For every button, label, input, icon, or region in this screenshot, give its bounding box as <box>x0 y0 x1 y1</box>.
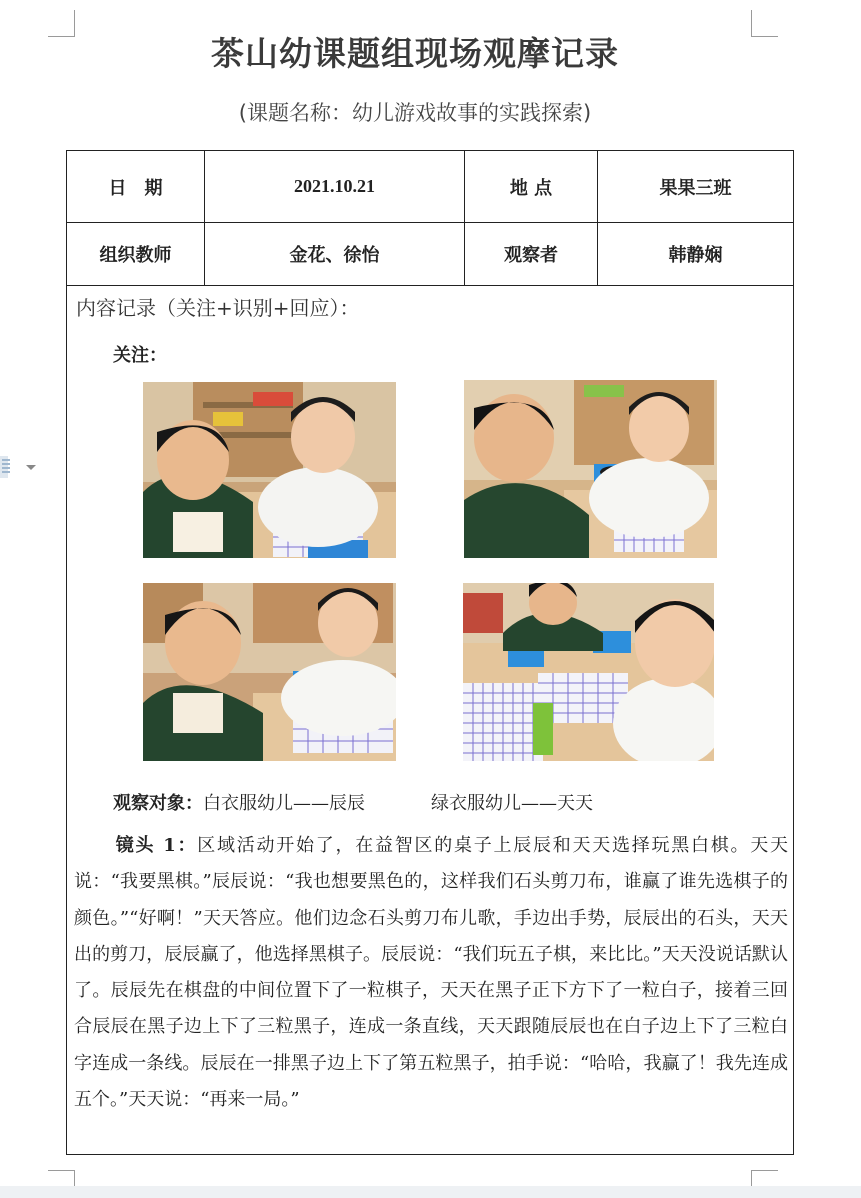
focus-label: 关注： <box>113 345 167 366</box>
table-row-divider <box>66 285 794 286</box>
date-value: 2021.10.21 <box>294 176 375 196</box>
teacher-value: 金花、徐怡 <box>289 245 380 266</box>
photo-1 <box>143 382 396 558</box>
classroom-photo-icon <box>143 382 396 558</box>
shot-text: 区域活动开始了，在益智区的桌子上辰辰和天天选择玩黑白棋。天天说：“我要黑棋。”辰辰说：“我也想要黑色的，这样我们石头剪刀布，谁赢了谁先选棋子的颜色。”“好啊！”天天答应。他们边念石头剪刀布儿歌，手边出手势，辰辰出的石头，天天出的剪刀，辰辰赢了，他选择黑棋子。辰辰说：“我们玩五子棋，来比比。”天天没说话默认了。辰辰先在棋盘的中间位置下了一粒棋子，天天在黑子正下方下了一粒白子，接着三回合辰辰在黑子边上下了三粒黑子，连成一条直线，天天跟随辰辰也在白子边上下了三粒白字连成一条线。辰辰在一排黑子边上下了第五粒黑子，拍手说：“哈哈，我赢了！我先连成五个。”天天说：“再来一局。” <box>74 835 789 1111</box>
observe-label: 观察对象： <box>113 793 203 814</box>
classroom-photo-icon <box>464 380 717 558</box>
classroom-photo-icon <box>463 583 714 761</box>
window-bottom-bar <box>0 1186 861 1198</box>
teacher-label: 组织教师 <box>99 245 172 266</box>
text-cursor-icon[interactable] <box>0 448 38 486</box>
observe-child-1: 白衣服幼儿——辰辰 <box>203 793 365 814</box>
classroom-photo-icon <box>143 583 396 761</box>
observer-value: 韩静娴 <box>668 245 723 266</box>
shot-1-paragraph <box>74 828 788 1118</box>
date-label: 日 期 <box>108 177 163 199</box>
photo-3 <box>143 583 396 761</box>
document-title: 茶山幼课题组现场观摩记录 <box>211 34 619 73</box>
photo-4 <box>463 583 714 761</box>
observation-subjects <box>113 789 593 815</box>
observer-label: 观察者 <box>504 245 558 266</box>
place-value: 果果三班 <box>659 177 732 199</box>
content-heading: 内容记录（关注+识别+回应）： <box>76 296 360 320</box>
shot-label: 镜头 1： <box>114 835 198 856</box>
photo-2 <box>464 380 717 558</box>
document-subtitle: (课题名称：幼儿游戏故事的实践探索) <box>238 101 592 125</box>
observe-child-2: 绿衣服幼儿——天天 <box>431 793 593 814</box>
place-label: 地 点 <box>509 177 553 199</box>
